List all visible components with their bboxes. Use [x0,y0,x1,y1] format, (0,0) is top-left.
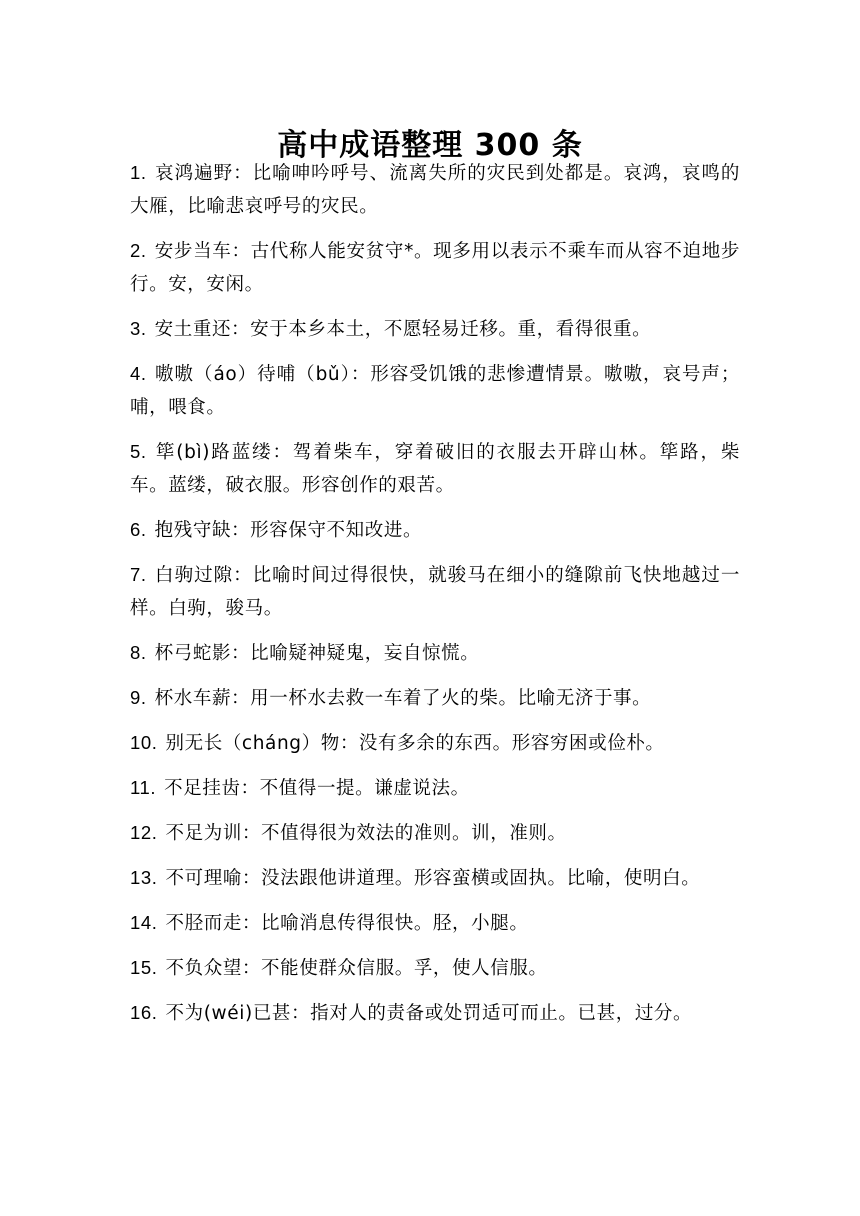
item-text: 不足为训：不值得很为效法的准则。训，准则。 [165,823,567,844]
list-item [130,816,740,850]
item-text: 杯水车薪：用一杯水去救一车着了火的柴。比喻无济于事。 [154,688,652,709]
item-number: 11. [130,777,157,798]
item-text: 不胫而走：比喻消息传得很快。胫，小腿。 [165,913,529,934]
item-number: 10. [130,732,158,753]
list-item [130,906,740,940]
item-number: 5. [130,441,147,462]
item-number: 1. [130,162,147,183]
item-text: 不负众望：不能使群众信服。孚，使人信服。 [165,958,548,979]
item-text: 白驹过隙：比喻时间过得很快，就骏马在细小的缝隙前飞快地越过一样。白驹，骏马。 [130,565,740,619]
item-text: 嗷嗷（áo）待哺（bǔ）：形容受饥饿的悲惨遭情景。嗷嗷，哀号声；哺，喂食。 [130,364,740,418]
item-number: 4. [130,363,147,384]
list-item [130,636,740,670]
list-item [130,861,740,895]
item-number: 16. [130,1002,158,1023]
item-number: 15. [130,957,158,978]
item-text: 不为(wéi)已甚：指对人的责备或处罚适可而止。已甚，过分。 [165,1003,693,1024]
item-text: 安土重还：安于本乡本土，不愿轻易迁移。重，看得很重。 [154,319,652,340]
item-number: 8. [130,642,147,663]
item-text: 哀鸿遍野：比喻呻吟呼号、流离失所的灾民到处都是。哀鸿，哀鸣的大雁，比喻悲哀呼号的灾民。 [130,163,740,217]
item-number: 12. [130,822,158,843]
item-text: 别无长（cháng）物：没有多余的东西。形容穷困或俭朴。 [165,733,665,754]
list-item [130,771,740,805]
list-item [130,996,740,1030]
item-number: 2. [130,240,147,261]
list-item [130,681,740,715]
item-number: 13. [130,867,158,888]
list-item [130,357,740,424]
item-text: 安步当车：古代称人能安贫守*。现多用以表示不乘车而从容不迫地步行。安，安闲。 [130,241,740,295]
item-number: 3. [130,318,147,339]
list-item [130,513,740,547]
item-number: 14. [130,912,158,933]
list-item [130,435,740,502]
page-title: 高中成语整理 300 条 [277,128,583,164]
item-number: 6. [130,519,147,540]
list-item [130,234,740,301]
item-number: 9. [130,687,147,708]
item-text: 抱残守缺：形容保守不知改进。 [154,520,423,541]
item-number: 7. [130,564,147,585]
idiom-list [130,156,740,1041]
list-item [130,558,740,625]
list-item [130,951,740,985]
list-item [130,312,740,346]
item-text: 筚(bì)路蓝缕：驾着柴车，穿着破旧的衣服去开辟山林。筚路，柴车。蓝缕，破衣服。形容创作的艰苦。 [130,442,740,496]
list-item [130,156,740,223]
item-text: 不足挂齿：不值得一提。谦虚说法。 [164,778,470,799]
item-text: 杯弓蛇影：比喻疑神疑鬼，妄自惊慌。 [154,643,480,664]
item-text: 不可理喻：没法跟他讲道理。形容蛮横或固执。比喻，使明白。 [165,868,701,889]
list-item [130,726,740,760]
